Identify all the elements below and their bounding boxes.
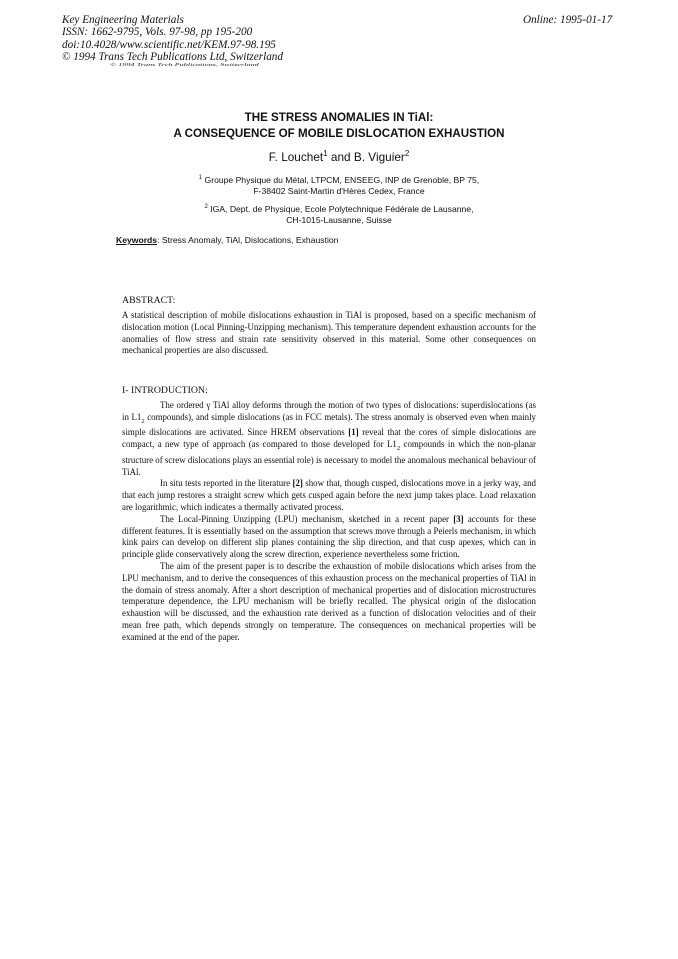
affiliation-2-line-2: CH-1015-Lausanne, Suisse [286,215,392,225]
affiliation-2-text: IGA, Dept. de Physique, Ecole Polytechnique Fédérale de Lausanne, [207,203,474,214]
introduction-body [122,400,536,644]
abstract-text: A statistical description of mobile dislocations exhaustion in TiAl is proposed, based on a specific mechanism of dislocation motion (Local Pinning-Unzipping mechanism). This temperature dependent exhaustion accounts for the anomalies of flow stress and strain rate sensitivity observed in this material. Some other consequences on mechanical properties are also discussed. [122,310,536,356]
doi-line[interactable]: doi:10.4028/www.scientific.net/KEM.97-98.195 [62,38,276,51]
author-conjunction: and [327,149,354,164]
author-list [0,149,678,164]
title-line-1: THE STRESS ANOMALIES IN TiAl: [244,111,434,124]
citation-ref-3: [3] [453,513,464,524]
keywords-text: Stress Anomaly, TiAl, Dislocations, Exhaustion [159,235,339,245]
citation-ref-1: [1] [348,427,359,438]
affiliation-2-mark: 2 [204,204,208,210]
publisher-stamp: © 1994 Trans Tech Publications, Switzerland [110,62,259,67]
intro-paragraph-4: The aim of the present paper is to describe the exhaustion of mobile dislocations which arises from the LPU mechanism, and to derive the consequences of this exhaustion process on the mechanical properties of TiAl in the domain of stress anomaly. After a short description of mechanical properties and of dislocation microstructures temperature dependence, the LPU mechanism will be briefly recalled. The physical origin of the dislocation exhaustion will be discussed, and the exhaustion rate derived as a function of dislocation velocities and of their mean free path, which depends strongly on temperature. The consequences on mechanical properties will be examined at the end of the paper. [122,560,536,642]
intro-paragraph-2: In situ tests reported in the literature [2] show that, though cusped, dislocations move in a jerky way, and that each jump restores a straight screw which gets cusped again before the next jump takes place. Load relaxation are logarithmic, which indicates a thermally activated process. [122,478,536,512]
keywords-colon: : [157,235,160,245]
author-2-affil-mark: 2 [404,149,410,158]
keywords-line [116,235,338,245]
intro-paragraph-3: The Local-Pinning Unzipping (LPU) mechanism, sketched in a recent paper [3] accounts for these different features. It is essentially based on the assumption that screws move through a Peierls mechanism, in which kink pairs can develop on different slip planes containing the slip direction, and that cusp apexes, which can in principle glide conservatively along the screw direction, experience nevertheless some friction. [122,513,536,560]
author-1: F. Louchet [268,149,324,164]
affiliation-1-line-2: F-38402 Saint-Martin d'Hères Cedex, France [253,186,425,196]
author-1-affil-mark: 1 [323,149,328,158]
citation-ref-2: [2] [292,478,303,489]
introduction-heading: I- INTRODUCTION: [122,385,208,396]
affiliation-1-mark: 1 [198,175,203,181]
abstract-body [122,310,536,357]
author-2: B. Viguier [353,149,405,164]
affiliation-1-text: Groupe Physique du Métal, LTPCM, ENSEEG, INP de Grenoble, BP 75, [202,174,480,185]
keywords-label: Keywords [116,235,158,245]
copyright-line: © 1994 Trans Tech Publications Ltd, Switzerland [62,50,283,63]
issn-line: ISSN: 1662-9795, Vols. 97-98, pp 195-200 [62,26,253,39]
online-date: Online: 1995-01-17 [523,14,613,26]
journal-name: Key Engineering Materials [62,14,184,26]
intro-paragraph-1: The ordered γ TiAl alloy deforms through the motion of two types of dislocations: superdislocations (as in $L1_2$ compounds), and simple dislocations (as in FCC metals). The stress anomaly is observed even when mainly simple dislocations are activated. Since HREM observations [1] reveal that the cores of simple dislocations are compact, a new type of approach (as compared to those developed for $L1_2$ compounds in which the non-planar structure of screw dislocations plays an essential role) is necessary to model the anomalous mechanical behaviour of TiAl. [122,400,536,477]
title-line-2: A CONSEQUENCE OF MOBILE DISLOCATION EXHAUSTION [173,127,505,140]
abstract-heading: ABSTRACT: [122,295,176,306]
